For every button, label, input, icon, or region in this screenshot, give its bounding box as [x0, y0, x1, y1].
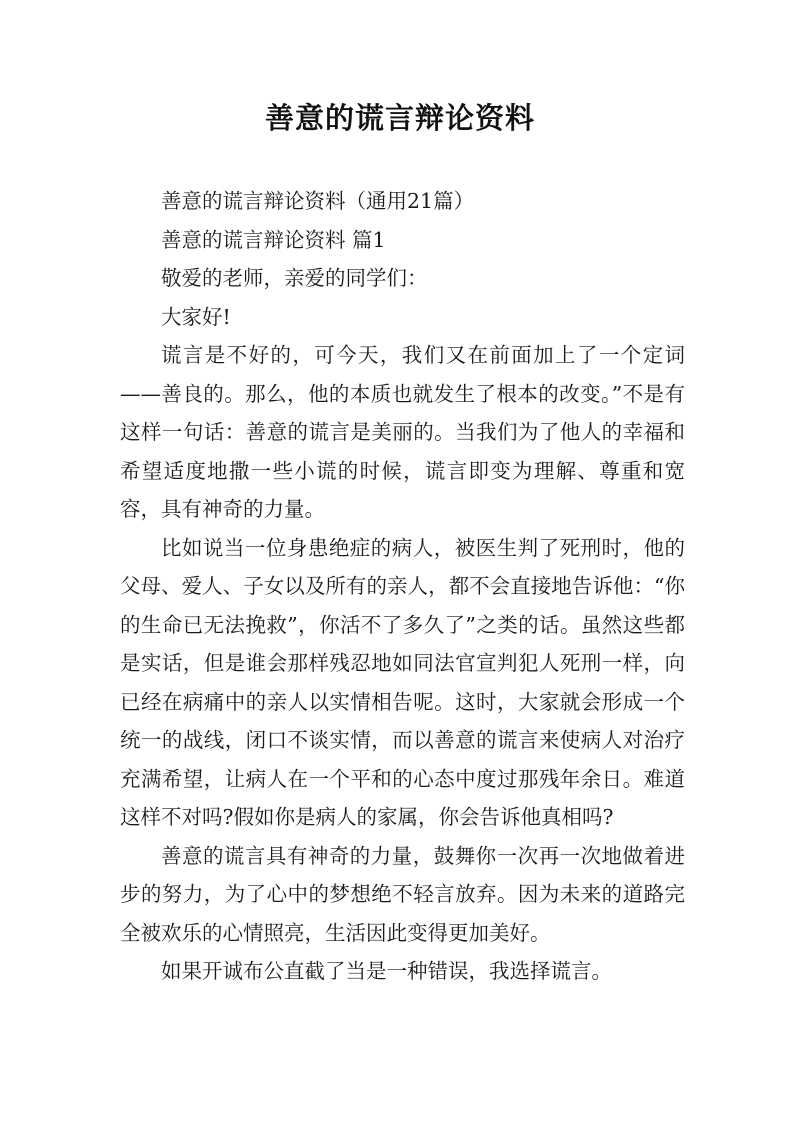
paragraph-greeting: 大家好! — [161, 304, 231, 329]
paragraph-salutation: 敬爱的老师，亲爱的同学们： — [161, 266, 428, 290]
document-title: 善意的谎言辩论资料 — [264, 101, 535, 135]
paragraph-body-4: 如果开诚布公直截了当是一种错误，我选择谎言。 — [161, 959, 612, 983]
paragraph-body-3: 善意的谎言具有神奇的力量，鼓舞你一次再一次地做着进步的努力，为了心中的梦想绝不轻言放弃。因为未来的道路完全被欢乐的心情照亮，生活因此变得更加美好。 — [120, 843, 685, 945]
paragraph-section-heading: 善意的谎言辩论资料 篇1 — [161, 227, 386, 252]
paragraph-body-2: 比如说当一位身患绝症的病人，被医生判了死刑时，他的父母、爱人、子女以及所有的亲人，都不会直接地告诉他：“你的生命已无法挽救”，你活不了多久了”之类的话。虽然这些都是实话，但是谁会那样残忍地如同法官宣判犯人死刑一样，向已经在病痛中的亲人以实情相告呢。这时，大家就会形成一个统一的战线，闭口不谈实情，而以善意的谎言来使病人对治疗充满希望，让病人在一个平和的心态中度过那残年余日。难道这样不对吗?假如你是病人的家属，你会告诉他真相吗? — [120, 535, 685, 829]
paragraph-body-1: 谎言是不好的，可今天，我们又在前面加上了一个定词——善良的。那么，他的本质也就发生了根本的改变。”不是有这样一句话：善意的谎言是美丽的。当我们为了他人的幸福和希望适度地撒一些小谎的时候，谎言即变为理解、尊重和宽容，具有神奇的力量。 — [120, 343, 685, 521]
document-body — [120, 182, 685, 991]
paragraph-subtitle: 善意的谎言辩论资料（通用21篇） — [161, 189, 475, 213]
